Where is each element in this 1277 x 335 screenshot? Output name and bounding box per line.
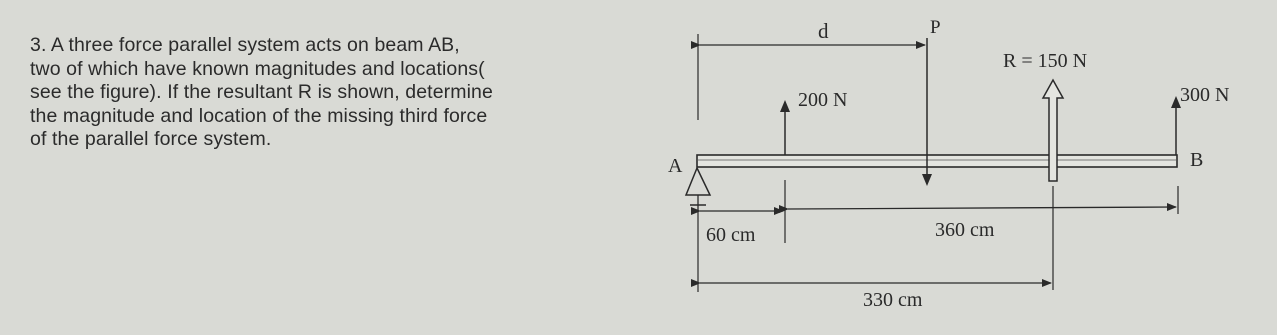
- label-dim-360: 360 cm: [935, 219, 995, 241]
- force-200-arrow: [780, 100, 790, 155]
- label-force-300: 300 N: [1180, 84, 1230, 106]
- beam-ab: [697, 155, 1177, 167]
- label-dim-d: d: [818, 19, 829, 43]
- label-dim-60: 60 cm: [706, 224, 756, 246]
- label-point-b: B: [1190, 149, 1204, 171]
- label-point-a: A: [668, 155, 683, 177]
- label-force-200: 200 N: [798, 89, 848, 111]
- pin-support-a: [686, 168, 710, 212]
- problem-line-5: of the parallel force system.: [30, 128, 272, 150]
- problem-line-2: two of which have known magnitudes and locations(: [30, 57, 485, 80]
- problem-number: 3.: [30, 34, 47, 56]
- problem-line-4: the magnitude and location of the missing third force: [30, 104, 488, 127]
- problem-line-3: see the figure). If the resultant R is shown, determine: [30, 81, 493, 103]
- problem-line-1: 3. A three force parallel system acts on beam AB,: [30, 34, 460, 56]
- label-resultant: R = 150 N: [1003, 50, 1088, 72]
- label-dim-330: 330 cm: [863, 289, 923, 311]
- label-force-p: P: [930, 17, 941, 38]
